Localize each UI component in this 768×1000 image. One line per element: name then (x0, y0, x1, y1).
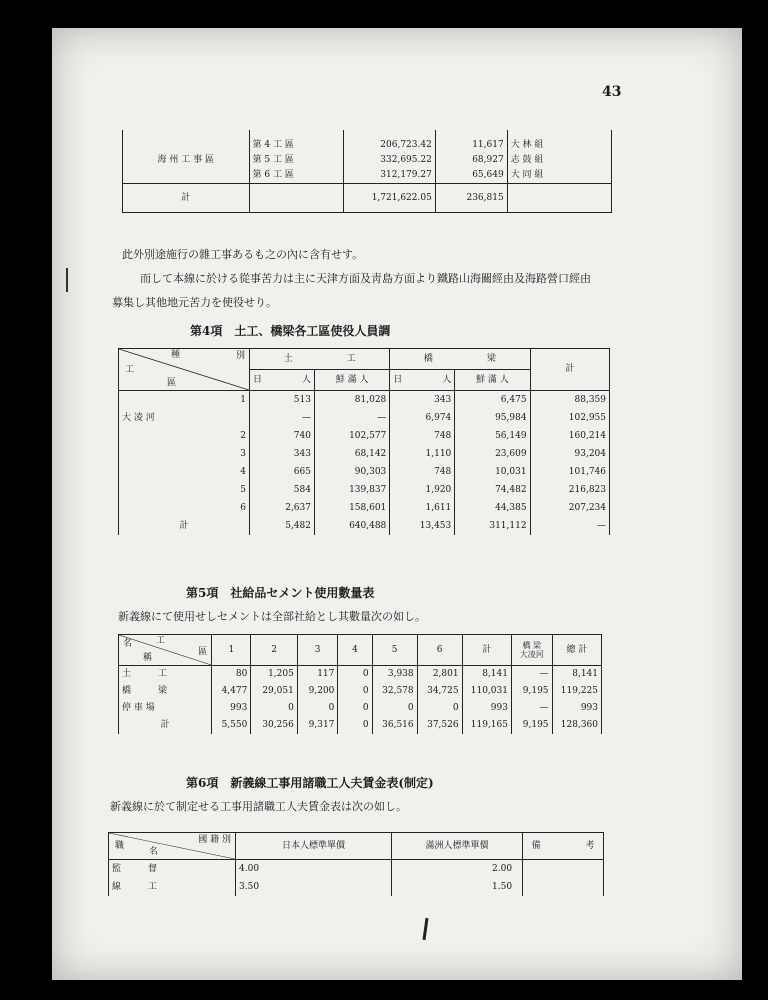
table-cell: — (530, 517, 609, 535)
section-heading: 第4項 土工、橋梁各工區使役人員調 (190, 324, 391, 338)
header-label: 區 (198, 647, 208, 657)
table-cell: 2,801 (417, 666, 462, 684)
table-cell: 5,550 (212, 717, 251, 734)
table-cell (523, 860, 604, 879)
table-cell: 0 (338, 666, 372, 684)
table-cell: — (511, 666, 552, 684)
table-cell: 748 (390, 427, 455, 445)
table-cell: 993 (552, 700, 601, 717)
header-corner (119, 635, 212, 666)
paragraph: 此外別途施行の雜工事あるも之の內に含有せす。 (122, 248, 364, 261)
table-cell: 139,837 (314, 481, 389, 499)
row-label: 監 督 (109, 860, 236, 879)
col-header: 日本人標準單價 (236, 833, 392, 860)
table-cell: 128,360 (552, 717, 601, 734)
col-header: 計 (462, 635, 511, 666)
section-heading: 第5項 社給品セメント使用數量表 (186, 586, 375, 600)
contractor-cell: 大 林 組 (507, 130, 611, 153)
table-cell: — (250, 409, 315, 427)
table-cell: 0 (417, 700, 462, 717)
table-cell: — (511, 700, 552, 717)
table-cell: 3.50 (236, 878, 392, 896)
row-label: 土 工 (119, 666, 212, 684)
table-cell: 80 (212, 666, 251, 684)
table-cell: 8,141 (462, 666, 511, 684)
table-cell: 88,359 (530, 391, 609, 410)
section-cell: 第 6 工 區 (249, 168, 343, 184)
col-header: 日 人 (250, 370, 315, 391)
header-label: 種 (171, 350, 181, 360)
amount-cell: 332,695.22 (343, 153, 435, 168)
table-cell: 1,205 (251, 666, 298, 684)
table-cell: 0 (372, 700, 417, 717)
table-cell: 8,141 (552, 666, 601, 684)
table-cell: 4,477 (212, 683, 251, 700)
table-cell: 9,200 (297, 683, 338, 700)
table-cell: 1.50 (392, 878, 523, 896)
table-cell: 23,609 (455, 445, 530, 463)
table-cell: 34,725 (417, 683, 462, 700)
table-cell: 119,165 (462, 717, 511, 734)
table-cell: 216,823 (530, 481, 609, 499)
header-label: 國 籍 別 (198, 835, 231, 845)
contractor-cell: 志 鼓 組 (507, 153, 611, 168)
header-label: 稱 (143, 652, 153, 663)
header-label: 職 (115, 841, 125, 851)
table-cell: 32,578 (372, 683, 417, 700)
table-cell: 2,637 (250, 499, 315, 517)
table-cell: 740 (250, 427, 315, 445)
table-cell: 1,920 (390, 481, 455, 499)
table-cell: 343 (250, 445, 315, 463)
table-cell: 119,225 (552, 683, 601, 700)
section-cell: 第 5 工 區 (249, 153, 343, 168)
region-cell: 海 州 工 事 區 (123, 130, 250, 184)
table-cell: 993 (212, 700, 251, 717)
page-number: 43 (602, 84, 622, 100)
table-cell: 0 (251, 700, 298, 717)
table-cell: 207,234 (530, 499, 609, 517)
header-label: 名 (123, 639, 133, 649)
men-cell: 65,649 (435, 168, 507, 184)
paragraph: 募集し其他地元苦力を使役せり。 (112, 296, 277, 309)
col-header: 1 (212, 635, 251, 666)
header-corner (119, 349, 250, 391)
header-label: 別 (235, 351, 245, 361)
col-header: 備 考 (523, 833, 604, 860)
wage-table (108, 832, 604, 896)
col-header: 總 計 (552, 635, 601, 666)
table-cell: 56,149 (455, 427, 530, 445)
table-cell: 6,974 (390, 409, 455, 427)
table-cell: 1,611 (390, 499, 455, 517)
table-cell: 6,475 (455, 391, 530, 410)
table-cell: 0 (338, 683, 372, 700)
table-cell: 101,746 (530, 463, 609, 481)
table-cell: 9,195 (511, 717, 552, 734)
row-label: 橋 梁 (119, 683, 212, 700)
empty-cell (507, 184, 611, 213)
paragraph: 而して本線に於ける從事苦力は主に天津方面及靑島方面より鐵路山海關經由及海路營口經由 (140, 272, 591, 285)
amount-cell: 206,723.42 (343, 130, 435, 153)
table-cell: 68,142 (314, 445, 389, 463)
row-label: 計 (119, 717, 212, 734)
row-label: 線 工 (109, 878, 236, 896)
section-cell: 第 4 工 區 (249, 130, 343, 153)
table-cell: 102,955 (530, 409, 609, 427)
table-cell: 3,938 (372, 666, 417, 684)
header-corner (109, 833, 236, 860)
col-header: 日 人 (390, 370, 455, 391)
table-cell: 0 (338, 717, 372, 734)
header-label: 工 (125, 365, 135, 375)
table-cell: 343 (390, 391, 455, 410)
table-cell: 2.00 (392, 860, 523, 879)
table-cell: 9,317 (297, 717, 338, 734)
total-men: 236,815 (435, 184, 507, 213)
table-cell: 1,110 (390, 445, 455, 463)
col-header: 4 (338, 635, 372, 666)
men-cell: 11,617 (435, 130, 507, 153)
header-label: 工 (155, 636, 165, 646)
men-cell: 68,927 (435, 153, 507, 168)
table-cell: 5,482 (250, 517, 315, 535)
table-cell: 0 (297, 700, 338, 717)
row-label: 2 (119, 427, 250, 445)
row-label: 6 (119, 499, 250, 517)
table-cell: 993 (462, 700, 511, 717)
paragraph: 新義線に於て制定せる工事用諸職工人夫賃金表は次の如し。 (110, 800, 407, 813)
row-label: 4 (119, 463, 250, 481)
table-cell: 160,214 (530, 427, 609, 445)
table-cell: 9,195 (511, 683, 552, 700)
section-heading: 第6項 新義線工事用諸職工人夫賃金表(制定) (186, 776, 434, 790)
table-cell: 748 (390, 463, 455, 481)
table-cell: 584 (250, 481, 315, 499)
table-cell: 74,482 (455, 481, 530, 499)
header-label: 區 (167, 377, 177, 388)
table-cell: 30,256 (251, 717, 298, 734)
row-label: 5 (119, 481, 250, 499)
col-header: 6 (417, 635, 462, 666)
table-cell: 311,112 (455, 517, 530, 535)
amount-cell: 312,179.27 (343, 168, 435, 184)
table-cell: 158,601 (314, 499, 389, 517)
table-cell: 93,204 (530, 445, 609, 463)
total-amount: 1,721,622.05 (343, 184, 435, 213)
table-cell: 10,031 (455, 463, 530, 481)
table-cell: 90,303 (314, 463, 389, 481)
table-cell: 117 (297, 666, 338, 684)
contractor-cell: 大 同 組 (507, 168, 611, 184)
row-label: 停 車 場 (119, 700, 212, 717)
table-cell: 13,453 (390, 517, 455, 535)
row-label: 大 凌 河 (119, 409, 250, 427)
col-header: 鮮 滿 人 (455, 370, 530, 391)
cement-usage-table (118, 634, 602, 734)
total-label: 計 (123, 184, 250, 213)
row-label: 1 (119, 391, 250, 410)
col-group-header: 土 工 (250, 349, 390, 370)
labor-by-section-table (118, 348, 610, 535)
table-cell: 81,028 (314, 391, 389, 410)
table-cell: 95,984 (455, 409, 530, 427)
table-cell: 665 (250, 463, 315, 481)
paragraph: 新義線にて使用せしセメントは全部社給とし其數量次の如し。 (118, 610, 426, 623)
table-cell: 640,488 (314, 517, 389, 535)
table-cell: 36,516 (372, 717, 417, 734)
empty-cell (249, 184, 343, 213)
table-cell: 102,577 (314, 427, 389, 445)
col-header: 橋 梁 大凌河 (511, 635, 552, 666)
table-cell (523, 878, 604, 896)
col-header: 5 (372, 635, 417, 666)
table-cell: 4.00 (236, 860, 392, 879)
contractor-summary-table (122, 130, 612, 213)
col-header: 3 (297, 635, 338, 666)
header-label: 名 (149, 846, 159, 857)
margin-mark (66, 268, 68, 292)
col-header: 2 (251, 635, 298, 666)
table-cell: 110,031 (462, 683, 511, 700)
table-cell: 513 (250, 391, 315, 410)
col-header-total: 計 (530, 349, 609, 391)
row-label: 3 (119, 445, 250, 463)
col-header: 鮮 滿 人 (314, 370, 389, 391)
table-cell: 29,051 (251, 683, 298, 700)
table-cell: 44,385 (455, 499, 530, 517)
row-label: 計 (119, 517, 250, 535)
table-cell: 37,526 (417, 717, 462, 734)
table-cell: — (314, 409, 389, 427)
col-group-header: 橋 梁 (390, 349, 530, 370)
col-header: 滿洲人標準單價 (392, 833, 523, 860)
table-cell: 0 (338, 700, 372, 717)
